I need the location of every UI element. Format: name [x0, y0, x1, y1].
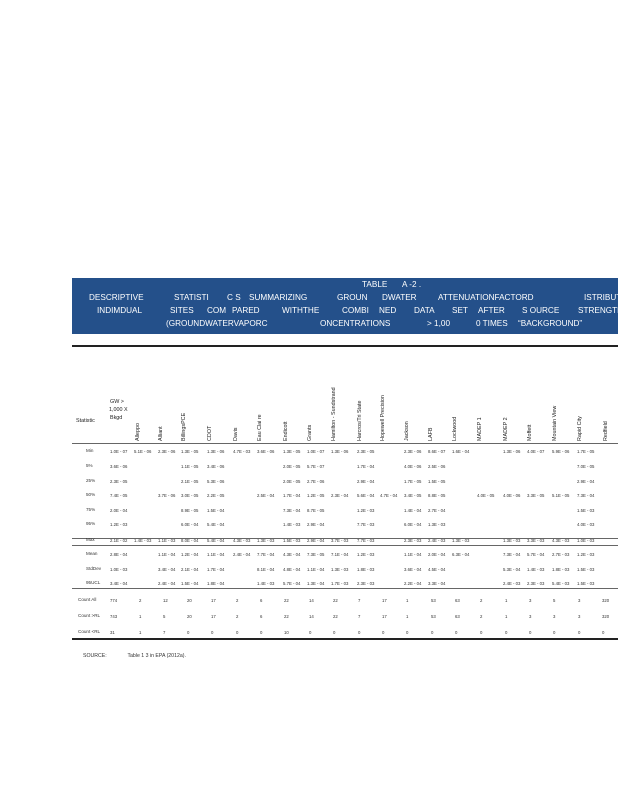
table-cell: 1.1E - 04 — [158, 552, 176, 557]
table-cell: 1 — [406, 614, 409, 619]
table-cell: 3.3E - 04 — [428, 581, 446, 586]
title-word: DATA — [414, 306, 435, 315]
table-cell: 7.3E - 05 — [307, 552, 325, 557]
table-cell: 3 — [529, 598, 532, 603]
table-cell: 1.3E - 03 — [428, 522, 446, 527]
table-cell: 8.0E - 04 — [181, 538, 199, 543]
title-word: SITES — [170, 306, 194, 315]
title-word: INDIMDUAL — [97, 306, 143, 315]
title-word: C S — [227, 293, 241, 302]
table-cell: 5.1E - 05 — [552, 493, 570, 498]
title-line-3 — [72, 305, 624, 316]
table-cell: 1.3E - 03 — [257, 538, 275, 543]
row-label: 25% — [86, 478, 96, 483]
table-cell: 2.1E - 05 — [181, 479, 199, 484]
table-cell: 1.5E - 04 — [181, 581, 199, 586]
table-cell: 2.0E - 05 — [283, 464, 301, 469]
column-header-site: Lockwood — [452, 416, 458, 441]
table-cell: 3.3E - 03 — [527, 538, 545, 543]
table-cell: 0 — [602, 630, 605, 635]
table-cell: 5.7E - 07 — [307, 464, 325, 469]
column-header-site: Redfield — [603, 421, 609, 441]
column-header-site: Endicott — [283, 421, 289, 441]
title-table-word: TABLE — [362, 280, 388, 289]
table-cell: 4.7E - 03 — [233, 449, 251, 454]
table-cell: 1.1E - 04 — [207, 552, 225, 557]
table-cell: 2 — [236, 614, 239, 619]
table-cell: 7 — [163, 630, 166, 635]
column-header-site: Alleppo — [135, 423, 141, 441]
table-cell: 1.2E - 03 — [357, 508, 375, 513]
row-label: 95UCL — [86, 580, 101, 585]
table-cell: 7.7E - 04 — [257, 552, 275, 557]
table-cell: 0 — [529, 630, 532, 635]
table-cell: 7.7E - 03 — [357, 538, 375, 543]
table-cell: 0 — [236, 630, 239, 635]
table-cell: 2.4E - 03 — [503, 581, 521, 586]
table-cell: 5.1E - 06 — [134, 449, 152, 454]
title-word: AFTER — [478, 306, 505, 315]
table-cell: 7.3E - 04 — [577, 493, 595, 498]
table-cell: 0 — [406, 630, 409, 635]
table-cell: 1.5E - 04 — [207, 508, 225, 513]
table-cell: 1.7E - 03 — [331, 581, 349, 586]
table-cell: 0 — [431, 630, 434, 635]
table-cell: 7.1E - 04 — [331, 552, 349, 557]
table-cell: 8.8E - 05 — [428, 493, 446, 498]
table-cell: 0 — [333, 630, 336, 635]
table-cell: 0 — [455, 630, 458, 635]
table-cell: 2.7E - 06 — [307, 479, 325, 484]
table-cell: 2.0E - 05 — [283, 479, 301, 484]
table-cell: 1.7E - 05 — [577, 449, 595, 454]
title-word: COMBI — [342, 306, 369, 315]
source-text: Table 1 3 in EPA (2012a). — [127, 653, 186, 659]
table-cell: 22 — [333, 598, 338, 603]
column-header-site: Rapid City — [577, 416, 583, 441]
source-label: SOURCE: — [83, 653, 107, 659]
column-header-site: Moffett — [527, 424, 533, 441]
row-label: Max — [86, 537, 95, 542]
column-header-site: Davis — [233, 427, 239, 441]
table-cell: 2.3E - 06 — [404, 449, 422, 454]
table-cell: 1.5E - 05 — [428, 479, 446, 484]
table-cell: 0 — [187, 630, 190, 635]
table-cell: 1.1E - 04 — [404, 552, 422, 557]
table-cell: 0 — [260, 630, 263, 635]
title-word: DESCRIPTIVE — [89, 293, 144, 302]
table-cell: 6.0E - 04 — [404, 522, 422, 527]
table-cell: 53 — [431, 614, 436, 619]
table-cell: 0 — [553, 630, 556, 635]
table-cell: 4.0E - 07 — [527, 449, 545, 454]
table-title-banner — [72, 278, 624, 334]
title-word: 0 TIMES — [476, 319, 508, 328]
table-bottom-rule — [72, 638, 618, 640]
table-cell: 6 — [260, 598, 263, 603]
table-cell: 1.8E - 03 — [357, 567, 375, 572]
table-cell: 7 — [358, 614, 361, 619]
table-cell: 5.7E - 04 — [283, 581, 301, 586]
table-cell: 1.1E - 04 — [307, 567, 325, 572]
table-cell: 1 — [505, 614, 508, 619]
table-cell: 3 — [553, 614, 556, 619]
table-cell: 6.0E - 04 — [181, 522, 199, 527]
table-cell: 12 — [163, 598, 168, 603]
table-cell: 1.3E - 06 — [207, 449, 225, 454]
table-cell: 1.3E - 04 — [307, 581, 325, 586]
table-cell: 4.8E - 04 — [283, 567, 301, 572]
table-cell: 5.6E - 04 — [357, 493, 375, 498]
table-cell: 4.0E - 06 — [503, 493, 521, 498]
table-cell: 0 — [382, 630, 385, 635]
table-cell: 2.9E - 04 — [307, 538, 325, 543]
title-word: ONCENTRATIONS — [320, 319, 391, 328]
title-word: STRENGTH — [578, 306, 624, 315]
header-statistic: Statistic — [76, 418, 95, 424]
table-cell: 1.7E - 04 — [207, 567, 225, 572]
table-cell: 1.4E - 03 — [283, 522, 301, 527]
table-cell: 1.8E - 03 — [552, 567, 570, 572]
table-cell: 8.6E - 07 — [428, 449, 446, 454]
table-cell: 1.7E - 04 — [283, 493, 301, 498]
table-cell: 2 — [236, 598, 239, 603]
table-cell: 3.4E - 06 — [207, 464, 225, 469]
header-gw-line2: 1,000 X — [109, 407, 128, 413]
table-cell: 17 — [211, 598, 216, 603]
table-cell: 1.2E - 04 — [181, 552, 199, 557]
title-word: (GROUNDWATERVAPORC — [166, 319, 268, 328]
table-cell: 1 — [139, 630, 142, 635]
table-cell: 7.4E - 05 — [110, 493, 128, 498]
table-cell: 1.2E - 03 — [110, 522, 128, 527]
column-header-site: Jackson — [404, 421, 410, 441]
title-word: STATISTI — [174, 293, 209, 302]
table-cell: 1.3E - 05 — [181, 449, 199, 454]
title-word: NED — [379, 306, 397, 315]
table-cell: 2.3E - 04 — [331, 493, 349, 498]
table-cell: 0 — [480, 630, 483, 635]
table-cell: 1.1E - 03 — [158, 538, 176, 543]
table-cell: 5.7E - 04 — [527, 552, 545, 557]
row-label: Count All — [78, 597, 97, 602]
title-word: > 1,00 — [427, 319, 450, 328]
table-cell: 1.3E - 03 — [503, 538, 521, 543]
table-cell: 3.7E - 06 — [158, 493, 176, 498]
table-cell: 1.1E - 05 — [181, 464, 199, 469]
table-cell: 31 — [110, 630, 115, 635]
table-cell: 1.5E - 03 — [283, 538, 301, 543]
table-cell: 4.3E - 03 — [233, 538, 251, 543]
table-cell: 1.3E - 06 — [503, 449, 521, 454]
table-cell: 5 — [553, 598, 556, 603]
table-cell: 1.3E - 06 — [331, 449, 349, 454]
table-cell: 10 — [284, 630, 289, 635]
title-word: ATTENUATIONFACTORD — [438, 293, 534, 302]
table-cell: 1.0E - 07 — [307, 449, 325, 454]
table-cell: 17 — [211, 614, 216, 619]
table-top-rule — [72, 345, 618, 347]
table-cell: 4.0E - 06 — [404, 464, 422, 469]
table-cell: 320 — [602, 614, 610, 619]
title-word: “BACKGROUND” — [518, 319, 583, 328]
table-cell: 22 — [284, 598, 289, 603]
table-cell: 8.1E - 04 — [257, 567, 275, 572]
table-cell: 1.4E - 04 — [404, 508, 422, 513]
column-header-site: LAFB — [428, 427, 434, 441]
table-cell: 2.1E - 04 — [181, 567, 199, 572]
table-cell: 20 — [187, 614, 192, 619]
table-cell: 1.3E - 05 — [283, 449, 301, 454]
table-cell: 1.5E - 03 — [577, 508, 595, 513]
row-label: Count <RL — [78, 629, 101, 634]
table-cell: 3.4E - 04 — [158, 567, 176, 572]
title-word: DWATER — [382, 293, 417, 302]
table-cell: 1 — [139, 614, 142, 619]
title-line-2 — [72, 292, 624, 303]
table-cell: 1.2E - 05 — [307, 493, 325, 498]
table-cell: 1 — [505, 598, 508, 603]
column-header-site: MADEP 1 — [477, 417, 483, 441]
table-cell: 4.7E - 04 — [380, 493, 398, 498]
title-word: SET — [452, 306, 468, 315]
table-cell: 1.7E - 05 — [404, 479, 422, 484]
table-cell: 320 — [602, 598, 610, 603]
table-cell: 2.9E - 04 — [307, 522, 325, 527]
column-header-site: Harcros/Tri State — [357, 400, 363, 441]
table-cell: 0 — [578, 630, 581, 635]
table-cell: 3.6E - 06 — [257, 449, 275, 454]
table-cell: 3 — [529, 614, 532, 619]
table-cell: 2.2E - 05 — [207, 493, 225, 498]
table-cell: 63 — [455, 598, 460, 603]
table-cell: 3.6E - 04 — [404, 567, 422, 572]
table-cell: 1 — [406, 598, 409, 603]
table-cell: 3 — [578, 614, 581, 619]
table-cell: 5 — [163, 614, 166, 619]
section-rule-2 — [72, 545, 618, 546]
table-cell: 14 — [309, 614, 314, 619]
table-cell: 2.3E - 03 — [357, 581, 375, 586]
row-label: 75% — [86, 507, 96, 512]
table-cell: 4.0E - 05 — [477, 493, 495, 498]
table-cell: 1.6E - 04 — [452, 449, 470, 454]
table-cell: 0 — [505, 630, 508, 635]
table-cell: 1.2E - 03 — [357, 552, 375, 557]
column-header-site: Hopewell Precision — [380, 395, 386, 441]
table-cell: 17 — [382, 598, 387, 603]
table-cell: 7.3E - 04 — [283, 508, 301, 513]
column-header-site: Eau Clai re — [257, 414, 263, 441]
table-cell: 2 — [480, 598, 483, 603]
table-cell: 743 — [110, 614, 118, 619]
table-cell: 1.4E - 03 — [257, 581, 275, 586]
column-header-site: CDOT — [207, 425, 213, 441]
title-line-1 — [72, 279, 618, 290]
table-cell: 3.4E - 04 — [110, 581, 128, 586]
table-cell: 3.7E - 03 — [331, 538, 349, 543]
table-cell: 2.3E - 05 — [110, 479, 128, 484]
table-cell: 3.0E - 05 — [181, 493, 199, 498]
table-cell: 0 — [309, 630, 312, 635]
table-cell: 1.3E - 03 — [331, 567, 349, 572]
table-cell: 22 — [284, 614, 289, 619]
table-cell: 2 — [139, 598, 142, 603]
table-cell: 3.3E - 05 — [527, 493, 545, 498]
table-cell: 2.3E - 03 — [404, 538, 422, 543]
table-cell: 22 — [333, 614, 338, 619]
table-cell: 1.0E - 03 — [110, 567, 128, 572]
title-table-number: A -2 . — [402, 280, 422, 289]
table-cell: 8.9E - 05 — [181, 508, 199, 513]
table-cell: 0 — [211, 630, 214, 635]
column-header-site: Mountain View — [552, 405, 558, 441]
table-cell: 53 — [431, 598, 436, 603]
title-word: PARED — [232, 306, 260, 315]
title-word: COM — [207, 306, 227, 315]
table-cell: 1.2E - 03 — [577, 552, 595, 557]
table-cell: 5.4E - 04 — [207, 522, 225, 527]
column-header-site: Grants — [307, 424, 313, 441]
table-cell: 17 — [382, 614, 387, 619]
table-cell: 0 — [358, 630, 361, 635]
column-header-site: Hamilton - Sundstrand — [331, 387, 337, 441]
header-gw-line3: Bkgd — [110, 415, 123, 421]
title-word: SUMMARIZING — [249, 293, 308, 302]
table-cell: 6 — [260, 614, 263, 619]
title-line-4 — [72, 318, 618, 329]
table-cell: 6.3E - 04 — [452, 552, 470, 557]
table-cell: 1.4E - 03 — [527, 567, 545, 572]
header-bottom-rule — [72, 443, 618, 444]
row-label: Mean — [86, 551, 98, 556]
table-cell: 774 — [110, 598, 118, 603]
table-cell: 5.4E - 04 — [207, 538, 225, 543]
table-cell: 7.7E - 03 — [357, 522, 375, 527]
table-cell: 2 — [480, 614, 483, 619]
table-cell: 4.3E - 04 — [283, 552, 301, 557]
row-label: Count >RL — [78, 613, 101, 618]
table-cell: 1.0E - 07 — [110, 449, 128, 454]
table-cell: 20 — [187, 598, 192, 603]
table-cell: 4.0E - 03 — [577, 522, 595, 527]
table-cell: 2.4E - 04 — [233, 552, 251, 557]
table-cell: 5.3E - 04 — [503, 567, 521, 572]
table-cell: 63 — [455, 614, 460, 619]
row-label: 50% — [86, 492, 96, 497]
table-cell: 2.9E - 04 — [577, 479, 595, 484]
title-word: S OURCE — [522, 306, 560, 315]
table-cell: 2.4E - 03 — [428, 538, 446, 543]
table-cell: 1.0E - 03 — [577, 538, 595, 543]
table-cell: 3.4E - 05 — [404, 493, 422, 498]
table-cell: 1.4E - 03 — [134, 538, 152, 543]
table-cell: 2.0E - 04 — [428, 552, 446, 557]
table-cell: 7.0E - 05 — [577, 464, 595, 469]
table-cell: 2.9E - 04 — [357, 479, 375, 484]
table-cell: 14 — [309, 598, 314, 603]
table-cell: 1.7E - 04 — [357, 464, 375, 469]
table-cell: 4.3E - 03 — [552, 538, 570, 543]
section-rule-3 — [72, 588, 618, 589]
table-cell: 3.6E - 06 — [110, 464, 128, 469]
table-cell: 2.3E - 03 — [527, 581, 545, 586]
table-cell: 2.7E - 03 — [552, 552, 570, 557]
table-cell: 5.3E - 06 — [207, 479, 225, 484]
row-label: Min — [86, 448, 94, 453]
column-header-site: Alliant — [158, 426, 164, 441]
table-cell: 2.5E - 04 — [257, 493, 275, 498]
table-cell: 4.5E - 04 — [428, 567, 446, 572]
source-note — [83, 653, 186, 659]
table-cell: 8.7E - 05 — [307, 508, 325, 513]
column-header-site: BillingsPCE — [181, 412, 187, 441]
table-cell: 2.7E - 04 — [428, 508, 446, 513]
title-word: GROUN — [337, 293, 368, 302]
table-cell: 2.3E - 06 — [158, 449, 176, 454]
table-cell: 2.0E - 04 — [110, 508, 128, 513]
table-cell: 7 — [358, 598, 361, 603]
table-cell: 5.9E - 06 — [552, 449, 570, 454]
table-cell: 7.3E - 04 — [503, 552, 521, 557]
table-cell: 2.1E - 02 — [110, 538, 128, 543]
table-cell: 2.2E - 04 — [404, 581, 422, 586]
table-cell: 1.5E - 03 — [577, 567, 595, 572]
table-cell: 1.5E - 03 — [577, 581, 595, 586]
table-cell: 3 — [578, 598, 581, 603]
table-cell: 2.4E - 04 — [158, 581, 176, 586]
table-cell: 5.4E - 03 — [552, 581, 570, 586]
column-header-site: MADEP 2 — [503, 417, 509, 441]
title-word: ISTRIBUTI — [584, 293, 624, 302]
table-cell: 2.8E - 04 — [110, 552, 128, 557]
table-cell: 2.5E - 06 — [428, 464, 446, 469]
row-label: StdDev — [86, 566, 102, 571]
title-word: WITHTHE — [282, 306, 320, 315]
row-label: 5% — [86, 463, 93, 468]
header-gw-line1: GW > — [110, 399, 124, 405]
table-cell: 1.8E - 04 — [207, 581, 225, 586]
table-cell: 1.3E - 03 — [452, 538, 470, 543]
table-cell: 2.3E - 05 — [357, 449, 375, 454]
row-label: 95% — [86, 521, 96, 526]
